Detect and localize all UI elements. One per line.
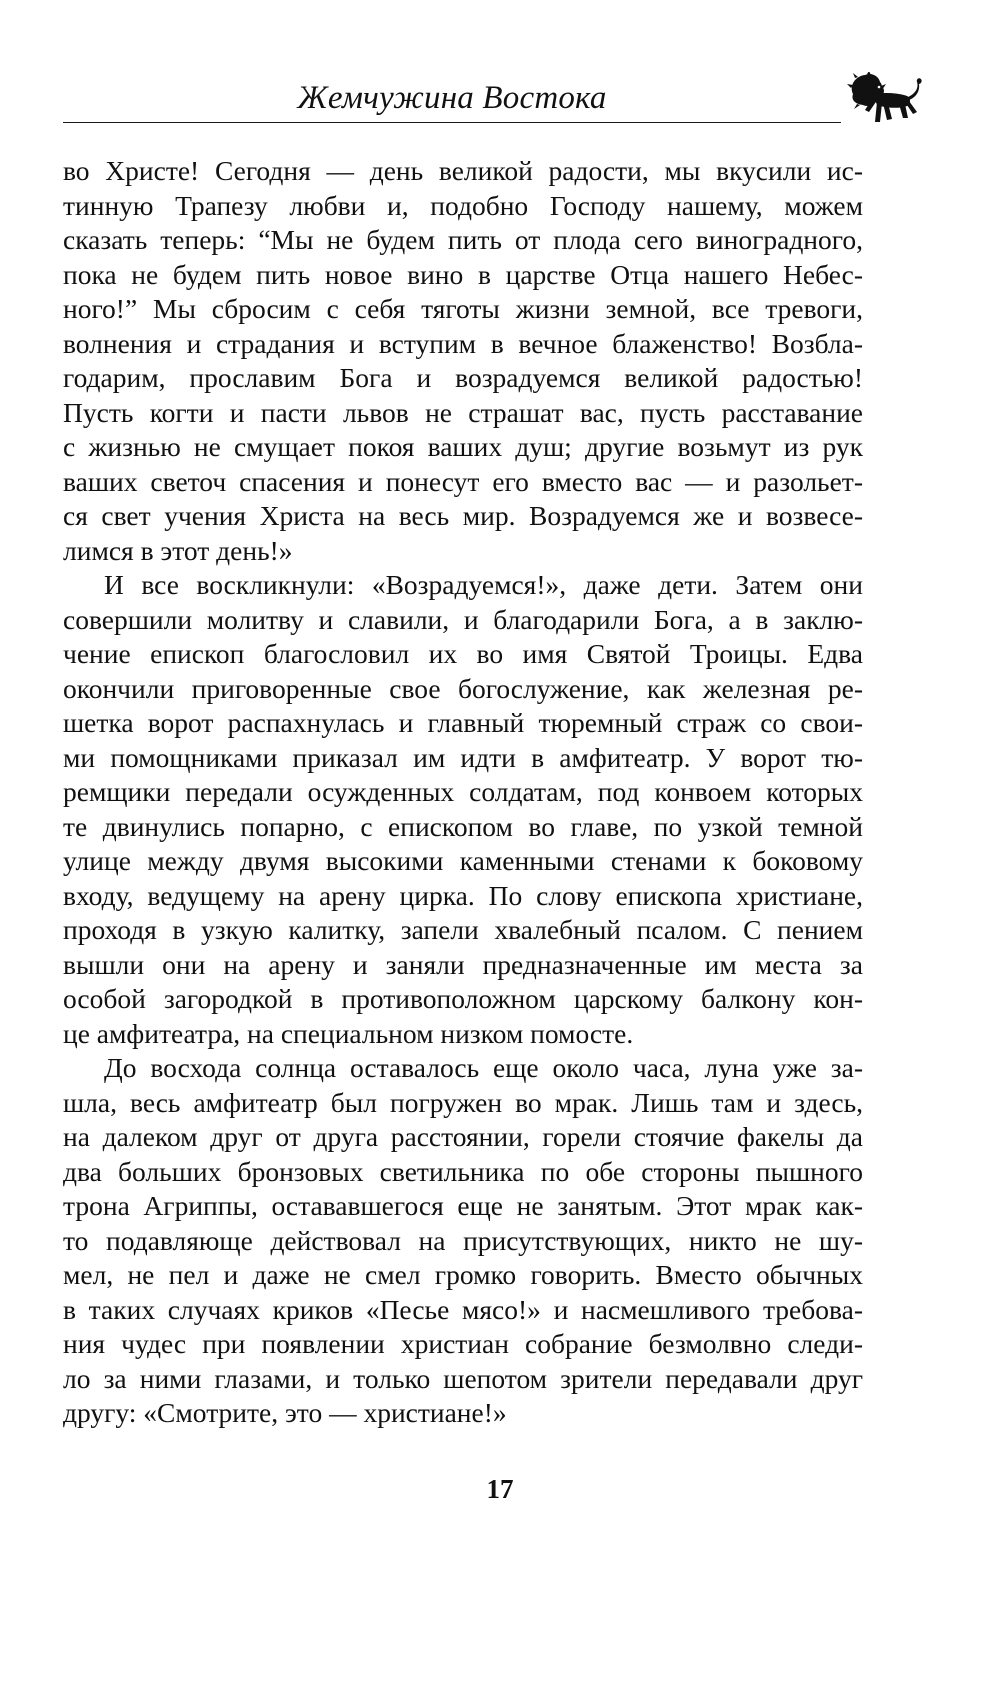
text-line: с жизнью не смущает покоя ваших душ; другие возьмут из рук xyxy=(63,431,863,462)
text-line: то подавляюще действовал на присутствующих, никто не шу- xyxy=(63,1224,863,1256)
page-number: 17 xyxy=(486,1474,514,1504)
text-line: те двинулись попарно, с епископом во главе, по узкой темной xyxy=(63,810,863,842)
text-line: совершили молитву и славили, и благодарили Бога, а в заклю- xyxy=(63,603,863,635)
text-line: ся свет учения Христа на весь мир. Возрадуемся же и возвесе- xyxy=(63,500,863,531)
paragraph xyxy=(63,568,863,1051)
text-line: ремщики передали осужденных солдатам, под конвоем которых xyxy=(63,776,863,807)
text-line: Пусть когти и пасти львов не страшат вас, пусть расставание xyxy=(63,396,863,428)
text-line: И все воскликнули: «Возрадуемся!», даже дети. Затем они xyxy=(104,569,863,600)
text-line: вышли они на арену и заняли предназначенные им места за xyxy=(63,948,863,980)
text-line: улице между двумя высокими каменными стенами к боковому xyxy=(63,845,863,876)
text-line: мел, не пел и даже не смел громко говорить. Вместо обычных xyxy=(63,1259,863,1290)
text-line: чение епископ благословил их во имя Святой Троицы. Едва xyxy=(63,638,863,669)
text-line: це амфитеатра, на специальном низком помосте. xyxy=(63,1017,634,1049)
text-line: ваших светоч спасения и понесут его вместо вас — и разольет- xyxy=(63,465,863,497)
text-line: волнения и страдания и вступим в вечное блаженство! Возбла- xyxy=(63,327,863,359)
text-line: два больших бронзовых светильника по обе стороны пышного xyxy=(63,1155,863,1187)
running-header xyxy=(63,70,863,130)
text-line: лимся в этот день!» xyxy=(63,534,293,566)
paragraph xyxy=(63,1051,863,1431)
body-text xyxy=(63,154,863,1431)
text-line: особой загородкой в противоположном царскому балкону кон- xyxy=(63,983,863,1014)
paragraph xyxy=(63,154,863,568)
text-line: годарим, прославим Бога и возрадуемся великой радостью! xyxy=(63,362,863,393)
text-line: на далеком друг от друга расстоянии, горели стоячие факелы да xyxy=(63,1121,863,1152)
header-rule xyxy=(63,122,841,123)
text-line: ного!” Мы сбросим с себя тяготы жизни земной, все тревоги, xyxy=(63,293,863,324)
text-line: входу, ведущему на арену цирка. По слову епископа христиане, xyxy=(63,879,863,911)
text-line: шла, весь амфитеатр был погружен во мрак. Лишь там и здесь, xyxy=(63,1086,863,1118)
text-line: во Христе! Сегодня — день великой радости, мы вкусили ис- xyxy=(63,155,863,186)
running-title: Жемчужина Востока xyxy=(297,80,607,116)
text-line: проходя в узкую калитку, запели хвалебный псалом. С пением xyxy=(63,914,863,945)
text-line: тинную Трапезу любви и, подобно Господу нашему, можем xyxy=(63,189,863,221)
text-line: ния чудес при появлении христиан собрание безмолвно следи- xyxy=(63,1328,863,1359)
text-line: сказать теперь: “Мы не будем пить от плода сего виноградного, xyxy=(63,224,863,255)
lion-icon xyxy=(847,72,925,130)
text-line: пока не будем пить новое вино в царстве Отца нашего Небес- xyxy=(63,258,863,290)
text-line: ми помощниками приказал им идти в амфитеатр. У ворот тю- xyxy=(63,741,863,773)
text-line: До восхода солнца оставалось еще около часа, луна уже за- xyxy=(104,1052,863,1083)
text-line: ло за ними глазами, и только шепотом зрители передавали друг xyxy=(63,1362,863,1394)
text-line: трона Агриппы, остававшегося еще не занятым. Этот мрак как- xyxy=(63,1190,863,1221)
text-line: другу: «Смотрите, это — христиане!» xyxy=(63,1397,507,1428)
text-line: шетка ворот распахнулась и главный тюремный страж со свои- xyxy=(63,707,863,738)
text-line: в таких случаях криков «Песье мясо!» и насмешливого требова- xyxy=(63,1293,863,1325)
text-line: окончили приговоренные свое богослужение, как железная ре- xyxy=(63,672,863,704)
